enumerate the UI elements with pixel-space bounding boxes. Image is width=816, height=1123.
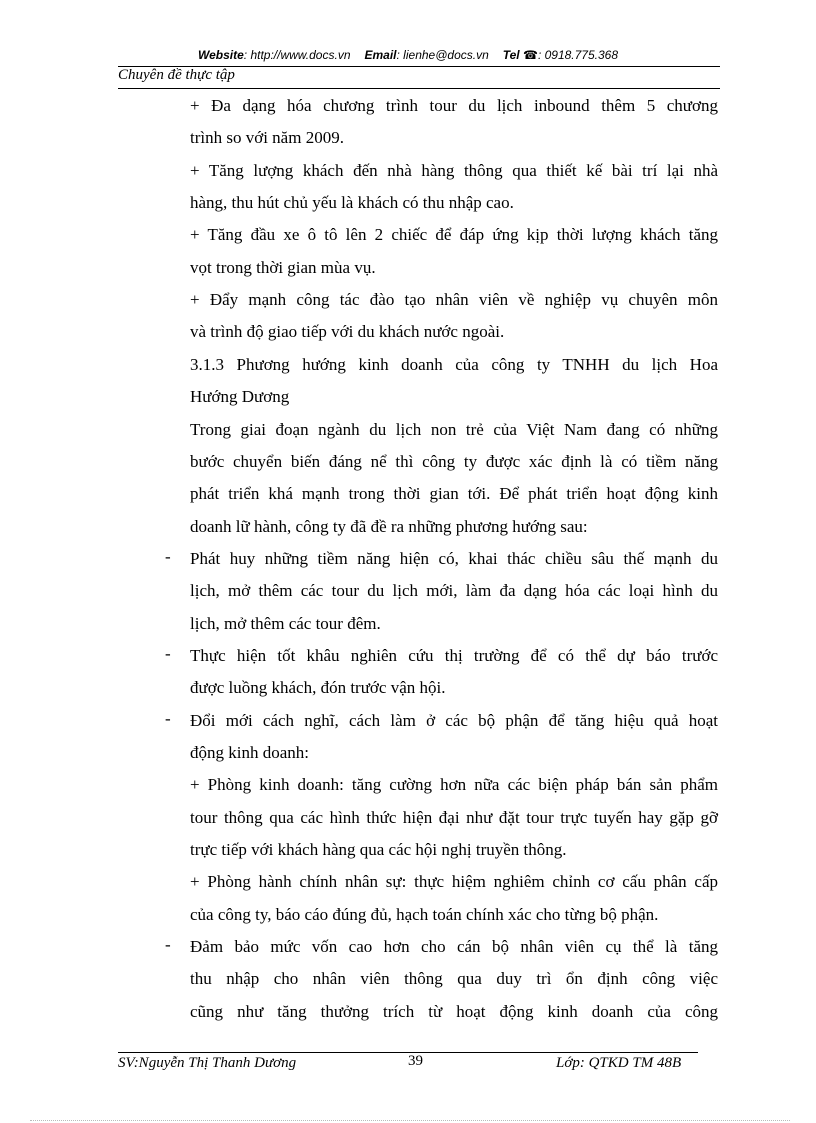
text-line: Đổi mới cách nghĩ, cách làm ở các bộ phận để tăng hiệu quả hoạt [190,711,718,730]
text-line: Hướng Dương [190,387,290,406]
text-line: thu nhập cho nhân viên thông qua duy trì ổn định công việc [190,969,718,988]
text-line: và trình độ giao tiếp với du khách nước ngoài. [190,322,505,341]
text-line: + Phòng hành chính nhân sự: thực hiệm nghiêm chỉnh cơ cấu phân cấp [190,872,718,891]
title-rule [118,88,720,89]
doc-title: Chuyên đề thực tập [118,67,235,83]
page-number: 39 [408,1053,423,1069]
text-line: trình so với năm 2009. [190,128,344,147]
text-line: phát triển khá mạnh trong thời gian tới. Để phát triển hoạt động kinh [190,484,718,503]
text-line: cũng như tăng thưởng trích từ hoạt động kinh doanh của công [190,1002,718,1021]
text-line: + Tăng đầu xe ô tô lên 2 chiếc để đáp ứng kịp thời lượng khách tăng [190,225,718,244]
text-line: của công ty, báo cáo đúng đủ, hạch toán chính xác cho từng bộ phận. [190,905,659,924]
text-line: bước chuyển biến đáng nể thì công ty được xác định là có tiềm năng [190,452,718,471]
tel-label: Tel ☎ [502,48,538,62]
text-line: lịch, mở thêm các tour du lịch mới, làm đa dạng hóa các loại hình du [190,581,718,600]
website-value[interactable]: : http://www.docs.vn [243,48,351,62]
site-header [0,48,816,62]
text-line: 3.1.3 Phương hướng kinh doanh của công ty TNHH du lịch Hoa [190,355,718,374]
text-line: tour thông qua các hình thức hiện đại như đặt tour trực tuyến hay gặp gỡ [190,808,718,827]
text-line: + Đẩy mạnh công tác đào tạo nhân viên về nghiệp vụ chuyên môn [190,290,718,309]
text-line: Thực hiện tốt khâu nghiên cứu thị trường để có thể dự báo trước [190,646,718,665]
email-value[interactable]: : lienhe@docs.vn [396,48,489,62]
website-label: Website [197,48,244,62]
text-line: + Phòng kinh doanh: tăng cường hơn nữa các biện pháp bán sản phẩm [190,775,718,794]
bullet-dash: - [165,547,171,566]
bullet-dash: - [165,935,171,954]
text-line: động kinh doanh: [190,743,309,762]
tel-value: : 0918.775.368 [537,48,619,62]
footer-student: SV:Nguyễn Thị Thanh Dương [118,1055,297,1071]
text-line: + Tăng lượng khách đến nhà hàng thông qua thiết kế bài trí lại nhà [190,161,718,180]
bullet-dash: - [165,644,171,663]
footer-class: Lớp: QTKD TM 48B [556,1055,682,1071]
email-label: Email [364,48,397,62]
text-line: hàng, thu hút chủ yếu là khách có thu nhập cao. [190,193,514,212]
text-line: vọt trong thời gian mùa vụ. [190,258,376,277]
text-line: Phát huy những tiềm năng hiện có, khai thác chiều sâu thế mạnh du [190,549,718,568]
page-edge-dots [30,1120,790,1121]
text-line: lịch, mở thêm các tour đêm. [190,614,381,633]
text-line: được luồng khách, đón trước vận hội. [190,678,446,697]
text-line: Đảm bảo mức vốn cao hơn cho cán bộ nhân viên cụ thể là tăng [190,937,718,956]
text-line: + Đa dạng hóa chương trình tour du lịch inbound thêm 5 chương [190,96,718,115]
text-line: doanh lữ hành, công ty đã đề ra những phương hướng sau: [190,517,588,536]
text-line: trực tiếp với khách hàng qua các hội nghị truyền thông. [190,840,567,859]
bullet-dash: - [165,709,171,728]
text-line: Trong giai đoạn ngành du lịch non trẻ của Việt Nam đang có những [190,420,718,439]
